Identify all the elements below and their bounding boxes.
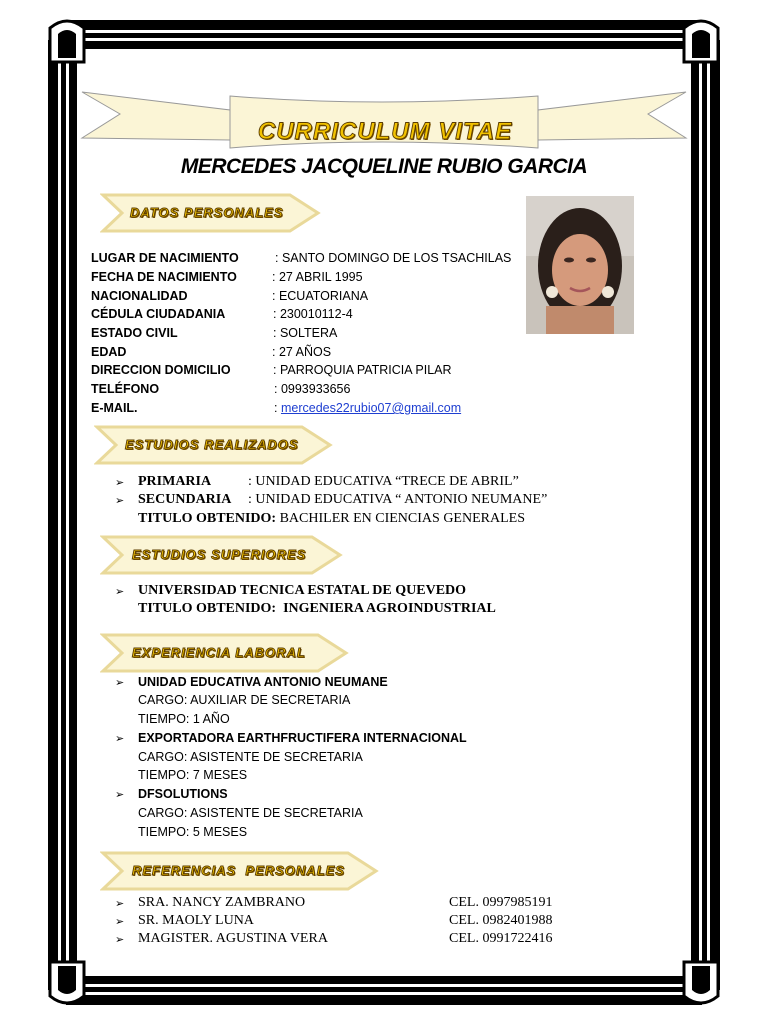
university-title: TITULO OBTENIDO: INGENIERA AGROINDUSTRIAL xyxy=(138,601,496,616)
label-id-card: CÉDULA CIUDADANIA xyxy=(91,307,226,321)
reference-name-3: MAGISTER. AGUSTINA VERA xyxy=(138,931,328,946)
reference-phone-2: CEL. 0982401988 xyxy=(449,913,553,928)
reference-phone-3: CEL. 0991722416 xyxy=(449,931,553,946)
email-row xyxy=(274,401,461,415)
value-nationality: : ECUATORIANA xyxy=(272,289,369,303)
label-civil-status: ESTADO CIVIL xyxy=(91,326,178,340)
value-age: : 27 AÑOS xyxy=(272,345,332,359)
arrow-bullet-icon: ➢ xyxy=(115,477,125,489)
section-title-references: REFERENCIAS PERSONALES xyxy=(132,863,345,878)
value-address: : PARROQUIA PATRICIA PILAR xyxy=(273,363,452,377)
exp-role-3: CARGO: ASISTENTE DE SECRETARIA xyxy=(138,806,363,820)
candidate-name: MERCEDES JACQUELINE RUBIO GARCIA xyxy=(180,155,588,178)
label-secondary: SECUNDARIA xyxy=(138,492,232,507)
label-title-obtained: TITULO OBTENIDO: xyxy=(138,511,277,526)
value-secondary: : UNIDAD EDUCATIVA “ ANTONIO NEUMANE” xyxy=(248,492,548,507)
exp-role-2: CARGO: ASISTENTE DE SECRETARIA xyxy=(138,750,363,764)
exp-role-1: CARGO: AUXILIAR DE SECRETARIA xyxy=(138,693,351,707)
arrow-bullet-icon: ➢ xyxy=(115,898,125,910)
label-email: E-MAIL. xyxy=(91,401,138,415)
value-birthplace: : SANTO DOMINGO DE LOS TSACHILAS xyxy=(275,251,512,265)
label-birthdate: FECHA DE NACIMIENTO xyxy=(91,270,237,284)
section-title-studies: ESTUDIOS REALIZADOS xyxy=(125,437,299,452)
label-birthplace: LUGAR DE NACIMIENTO xyxy=(91,251,239,265)
reference-phone-1: CEL. 0997985191 xyxy=(449,895,553,910)
label-phone: TELÉFONO xyxy=(91,382,160,396)
exp-time-3: TIEMPO: 5 MESES xyxy=(138,825,248,839)
university-name: UNIVERSIDAD TECNICA ESTATAL DE QUEVEDO xyxy=(138,583,467,598)
label-age: EDAD xyxy=(91,345,127,359)
value-title-obtained: BACHILER EN CIENCIAS GENERALES xyxy=(276,511,525,526)
value-birthdate: : 27 ABRIL 1995 xyxy=(272,270,363,284)
label-nationality: NACIONALIDAD xyxy=(91,289,188,303)
reference-name-2: SR. MAOLY LUNA xyxy=(138,913,254,928)
value-id-card: : 230010112-4 xyxy=(273,307,353,321)
label-address: DIRECCION DOMICILIO xyxy=(91,363,231,377)
profile-photo xyxy=(526,196,634,334)
label-primary: PRIMARIA xyxy=(138,474,212,489)
arrow-bullet-icon: ➢ xyxy=(115,586,125,598)
exp-company-2: EXPORTADORA EARTHFRUCTIFERA INTERNACIONAL xyxy=(138,731,467,745)
exp-time-1: TIEMPO: 1 AÑO xyxy=(138,712,230,726)
exp-company-3: DFSOLUTIONS xyxy=(138,787,228,801)
exp-time-2: TIEMPO: 7 MESES xyxy=(138,768,248,782)
email-colon: : xyxy=(274,401,278,415)
arrow-bullet-icon: ➢ xyxy=(115,495,125,507)
section-title-higher: ESTUDIOS SUPERIORES xyxy=(132,547,307,562)
studies-title-row xyxy=(138,511,525,527)
cv-title: CURRICULUM VITAE xyxy=(257,118,513,145)
value-phone: : 0993933656 xyxy=(274,382,351,396)
arrow-bullet-icon: ➢ xyxy=(115,934,125,946)
arrow-bullet-icon: ➢ xyxy=(115,789,125,801)
reference-name-1: SRA. NANCY ZAMBRANO xyxy=(138,895,306,910)
arrow-bullet-icon: ➢ xyxy=(115,916,125,928)
section-title-experience: EXPERIENCIA LABORAL xyxy=(132,645,306,660)
arrow-bullet-icon: ➢ xyxy=(115,733,125,745)
section-title-personal: DATOS PERSONALES xyxy=(130,205,284,220)
value-civil-status: : SOLTERA xyxy=(273,326,338,340)
arrow-bullet-icon: ➢ xyxy=(115,677,125,689)
exp-company-1: UNIDAD EDUCATIVA ANTONIO NEUMANE xyxy=(138,675,388,689)
value-primary: : UNIDAD EDUCATIVA “TRECE DE ABRIL” xyxy=(248,474,519,489)
email-link[interactable]: mercedes22rubio07@gmail.com xyxy=(280,401,462,415)
